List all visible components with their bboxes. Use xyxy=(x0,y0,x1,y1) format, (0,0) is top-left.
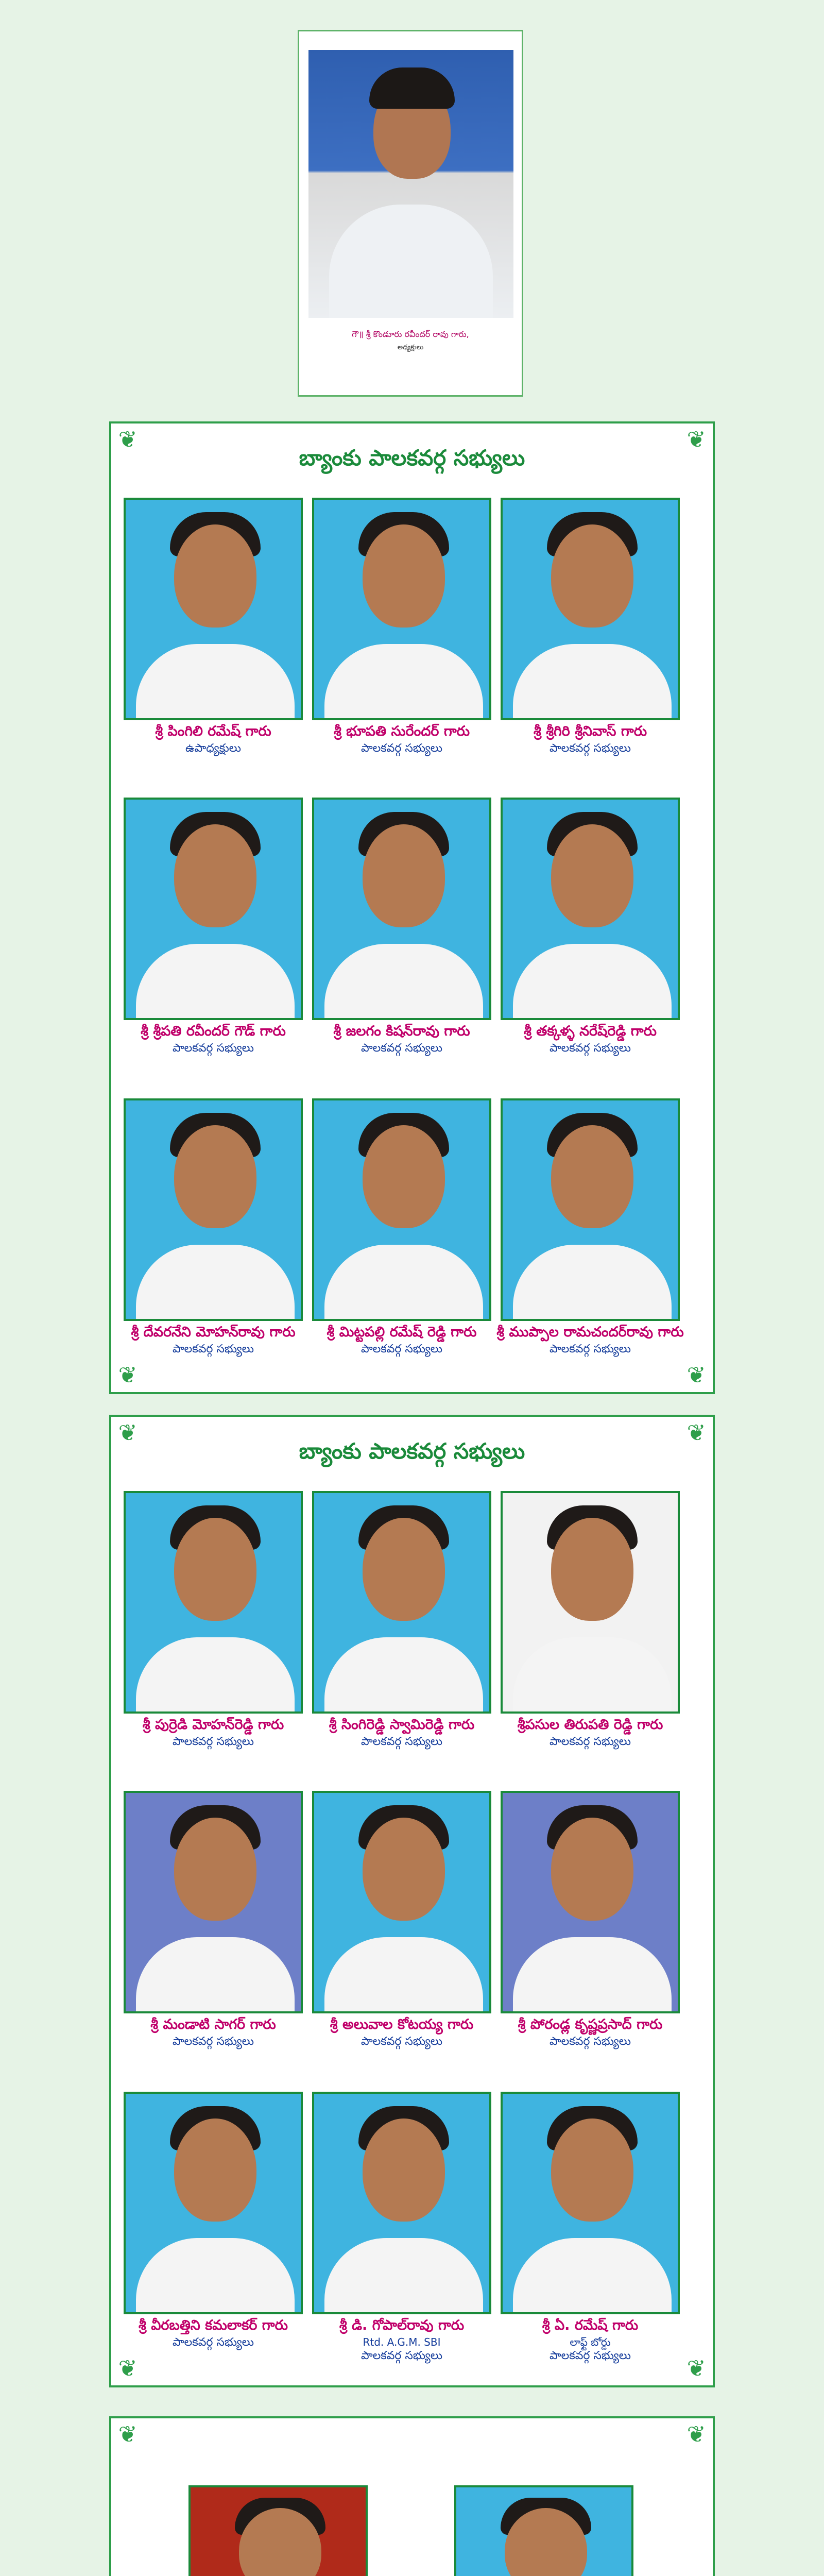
member-role: పాలకవర్గ సభ్యులు xyxy=(172,1343,254,1355)
member-name: శ్రీ పింగిలి రమేష్ గారు xyxy=(155,723,271,739)
member-name: శ్రీ పోరండ్ల కృష్ణప్రసాద్ గారు xyxy=(518,2016,663,2032)
member-name: శ్రీ తక్కళ్ళ నరేష్‌రెడ్డి గారు xyxy=(524,1023,657,1039)
corner-ornament-icon: ❦ xyxy=(686,1420,706,1446)
member-role: పాలకవర్గ సభ్యులు xyxy=(360,1042,443,1055)
corner-ornament-icon: ❦ xyxy=(686,1362,706,1388)
member-name: శ్రీ ఏ. రమేష్ గారు xyxy=(542,2317,639,2333)
board-panel-1 xyxy=(109,421,715,1394)
corner-ornament-icon: ❦ xyxy=(118,1420,138,1446)
member-photo xyxy=(124,798,303,1020)
president-card xyxy=(298,30,523,397)
member-role: పాలకవర్గ సభ్యులు xyxy=(360,2349,443,2362)
member-photo xyxy=(312,1491,491,1714)
member-role: పాలకవర్గ సభ్యులు xyxy=(360,2035,443,2048)
member-photo xyxy=(124,2092,303,2314)
member-role: పాలకవర్గ సభ్యులు xyxy=(172,1042,254,1055)
member-role: పాలకవర్గ సభ్యులు xyxy=(360,742,443,755)
president-photo xyxy=(308,50,513,318)
member-role: పాలకవర్గ సభ్యులు xyxy=(360,1735,443,1748)
member-photo xyxy=(188,2485,368,2576)
member-designation: Rtd. A.G.M. SBI xyxy=(363,2336,441,2348)
member-photo xyxy=(501,798,680,1020)
member-name: శ్రీ మండాటి సాగర్ గారు xyxy=(150,2016,276,2032)
president-role: అధ్యక్షులు xyxy=(397,344,424,351)
member-name: శ్రీ జలగం కిషన్‌రావు గారు xyxy=(333,1023,470,1039)
corner-ornament-icon: ❦ xyxy=(118,1362,138,1388)
member-photo xyxy=(312,2092,491,2314)
member-role: పాలకవర్గ సభ్యులు xyxy=(172,1735,254,1748)
member-name: శ్రీ భూపతి సురేందర్ గారు xyxy=(333,723,470,739)
member-name: శ్రీపసుల తిరుపతి రెడ్డి గారు xyxy=(517,1717,663,1733)
member-name: శ్రీ డి. గోపాల్‌రావు గారు xyxy=(339,2317,465,2333)
member-role: పాలకవర్గ సభ్యులు xyxy=(549,1042,631,1055)
member-role: పాలకవర్గ సభ్యులు xyxy=(172,2035,254,2048)
member-role: పాలకవర్గ సభ్యులు xyxy=(549,2035,631,2048)
member-photo xyxy=(501,498,680,720)
corner-ornament-icon: ❦ xyxy=(118,2355,138,2382)
member-photo xyxy=(501,2092,680,2314)
member-photo xyxy=(312,798,491,1020)
member-photo xyxy=(124,1098,303,1321)
member-photo xyxy=(501,1791,680,2013)
corner-ornament-icon: ❦ xyxy=(686,2421,706,2448)
member-role: పాలకవర్గ సభ్యులు xyxy=(360,1343,443,1355)
member-photo xyxy=(501,1491,680,1714)
member-role: ఉపాధ్యక్షులు xyxy=(185,742,241,755)
president-name: గౌ॥ శ్రీ కొండూరు రవీందర్ రావు గారు, xyxy=(352,329,469,339)
member-role: పాలకవర్గ సభ్యులు xyxy=(549,742,631,755)
member-photo xyxy=(312,498,491,720)
member-name: శ్రీ శ్రీగిరి శ్రీనివాస్ గారు xyxy=(533,723,647,739)
corner-ornament-icon: ❦ xyxy=(686,427,706,453)
panel-title: బ్యాంకు పాలకవర్గ సభ్యులు xyxy=(299,1438,525,1464)
member-photo xyxy=(124,1491,303,1714)
corner-ornament-icon: ❦ xyxy=(118,427,138,453)
member-designation: లాఫ్ట్ బోర్డు xyxy=(570,2336,611,2348)
corner-ornament-icon: ❦ xyxy=(686,2355,706,2382)
member-name: శ్రీ అలువాల కోటయ్య గారు xyxy=(330,2016,474,2032)
member-name: శ్రీ శ్రీపతి రవీందర్ గౌడ్ గారు xyxy=(141,1023,286,1039)
member-name: శ్రీ సింగిరెడ్డి స్వామిరెడ్డి గారు xyxy=(329,1717,475,1733)
member-name: శ్రీ ముప్పాల రామచందర్‌రావు గారు xyxy=(496,1324,684,1340)
member-name: శ్రీ మిట్టపల్లి రమేష్ రెడ్డి గారు xyxy=(327,1324,477,1340)
member-photo xyxy=(312,1098,491,1321)
member-name: శ్రీ పుర్రెడి మోహన్‌రెడ్డి గారు xyxy=(142,1717,284,1733)
member-photo xyxy=(312,1791,491,2013)
member-role: పాలకవర్గ సభ్యులు xyxy=(172,2336,254,2349)
member-photo xyxy=(124,1791,303,2013)
member-role: పాలకవర్గ సభ్యులు xyxy=(549,2349,631,2362)
corner-ornament-icon: ❦ xyxy=(118,2421,138,2448)
panel-title: బ్యాంకు పాలకవర్గ సభ్యులు xyxy=(299,445,525,470)
member-role: పాలకవర్గ సభ్యులు xyxy=(549,1343,631,1355)
board-panel-2 xyxy=(109,1415,715,2387)
member-name: శ్రీ దేవరనేని మోహన్‌రావు గారు xyxy=(131,1324,296,1340)
member-photo xyxy=(124,498,303,720)
invitee-panel xyxy=(109,2416,715,2576)
member-role: పాలకవర్గ సభ్యులు xyxy=(549,1735,631,1748)
member-name: శ్రీ వీరబత్తిని కమలాకర్ గారు xyxy=(138,2317,288,2333)
member-photo xyxy=(454,2485,633,2576)
member-photo xyxy=(501,1098,680,1321)
